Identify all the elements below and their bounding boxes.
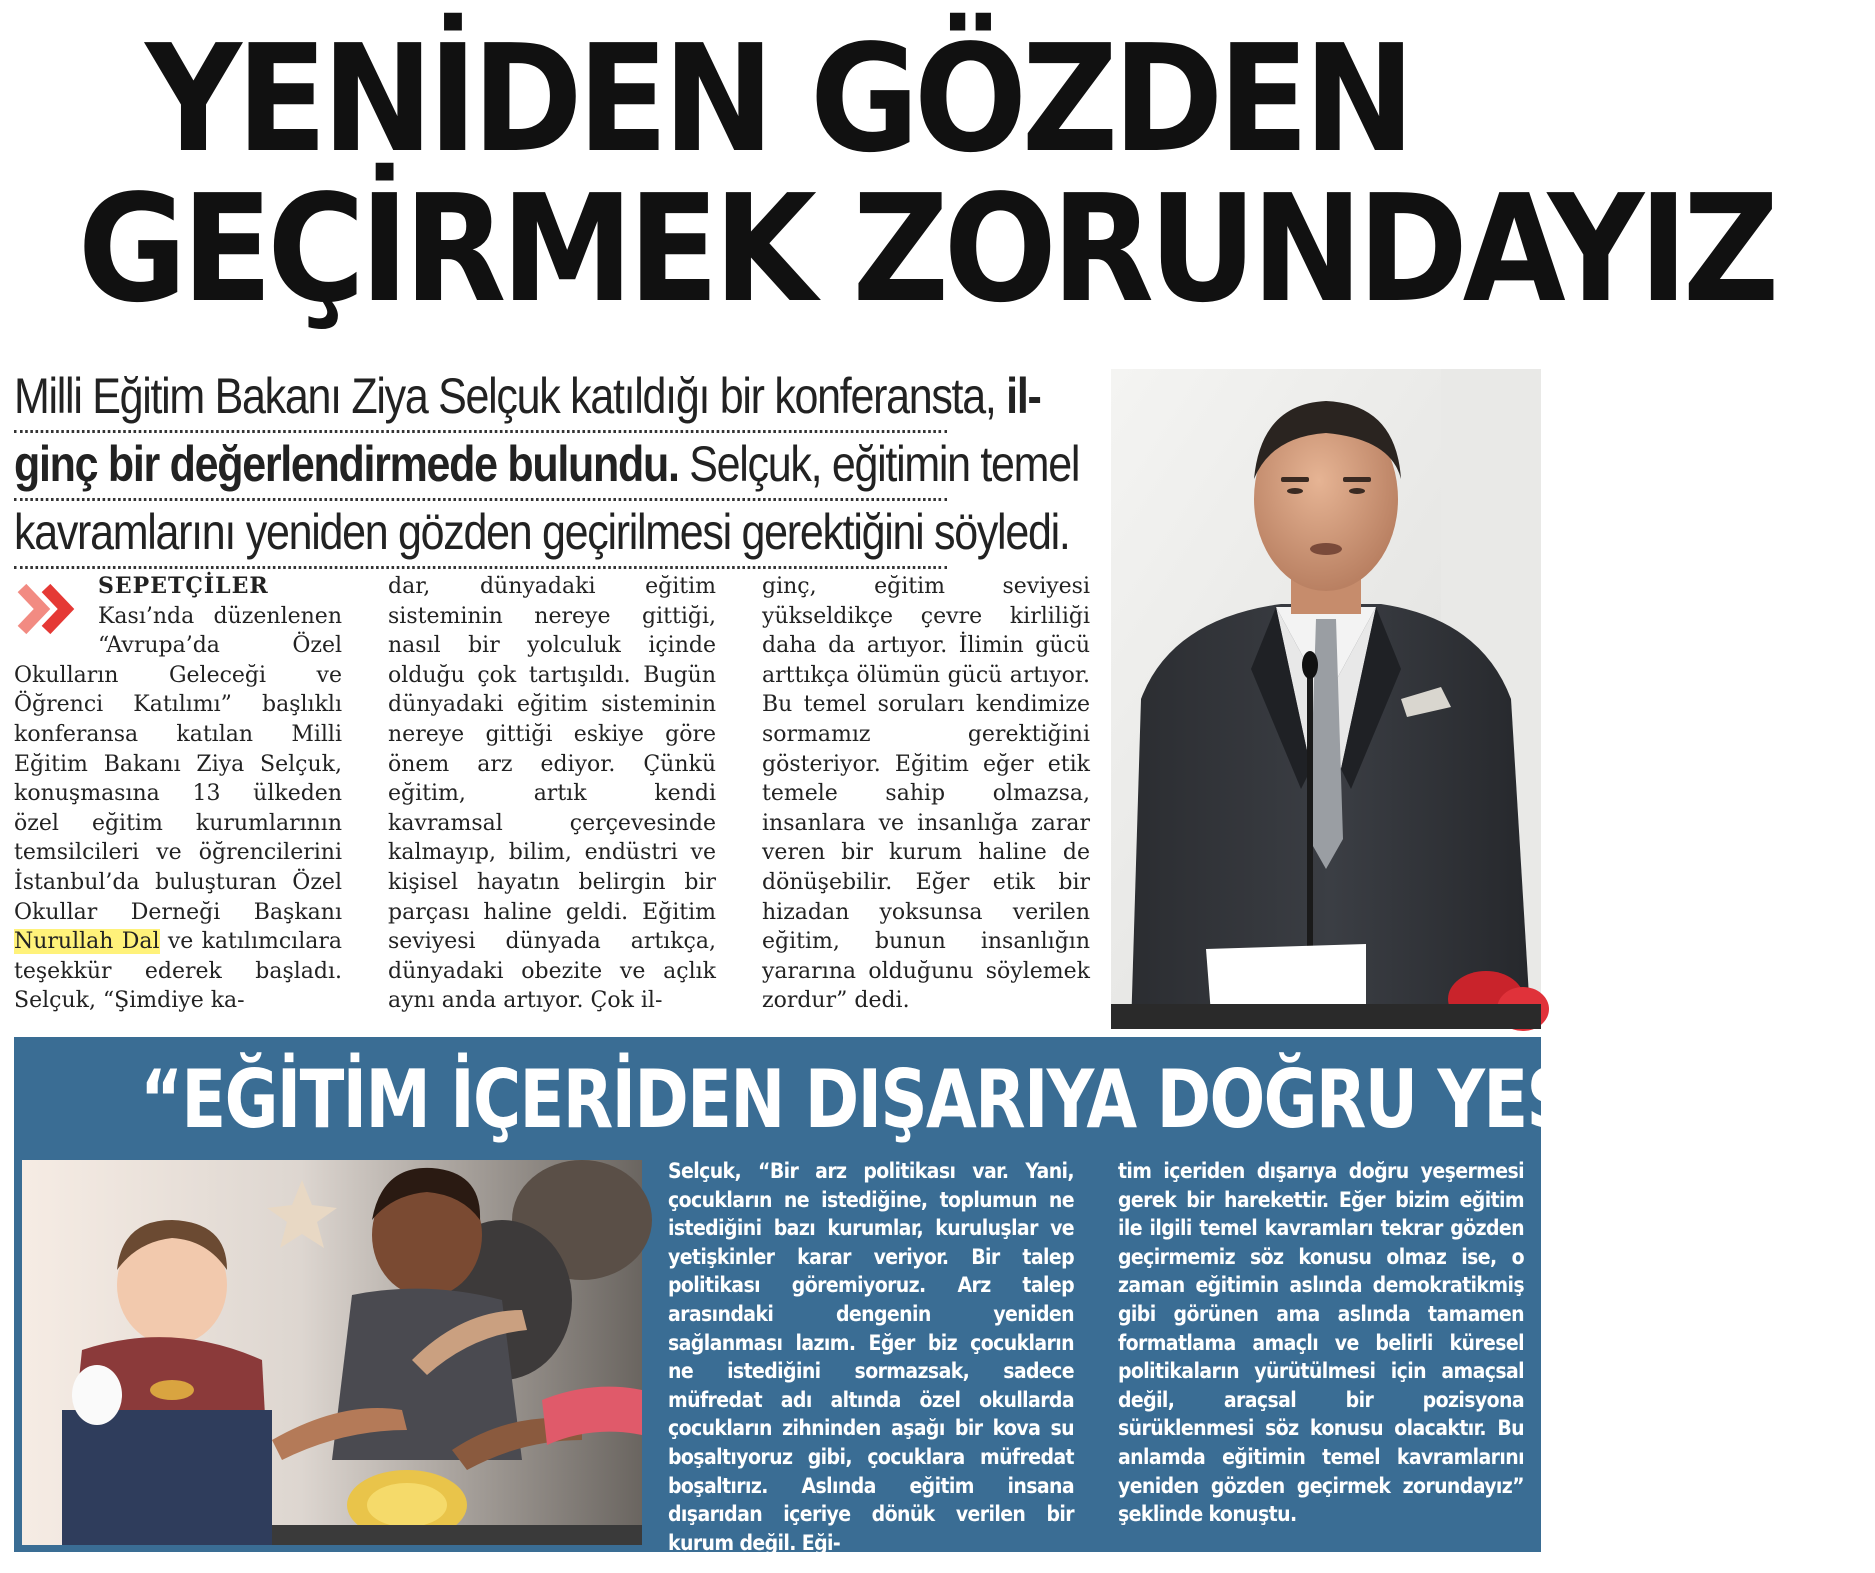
feature-text-2: tim içeriden dışarıya doğru yeşermesi gerek bir harekettir. Eğer bizim eğitim ile ilgili temel kavramları tekrar gözden geçirmemiz söz konusu olmaz ise, o zaman eğitimin aslında demokratikmiş gibi görünen ama aslında tamamen formatlama amaçlı ve belirli küresel politikaların yürütülmesi için amaçsal değil, araçsal bir pozisyona sürüklenmesi söz konusu olacaktır. Bu anlamda eğitimin temel kavramlarını yeniden gözden geçirmek zorundayız” şeklinde konuştu.	[1118, 1159, 1524, 1527]
lead-line-3: kavramlarını yeniden gözden geçirilmesi gerektiğini söyledi.	[14, 501, 947, 569]
article-text-1: SEPETÇİLER Kası’nda düzenlenen “Avrupa’da Özel Okulların Geleceği ve Öğrenci Katılımı” başlıklı konferansa katılan Milli Eğitim Bakanı Ziya Selçuk, konuşmasına 13 ülkeden özel eğitim kurumlarının temsilcileri ve öğrencilerini İstanbul’da buluşturan Özel Okullar Derneği Başkanı Nurullah Dal ve katılımcılara teşekkür ederek başladı. Selçuk, “Şimdiye ka-	[14, 573, 343, 1014]
headline-line-2: GEÇİRMEK ZORUNDAYIZ	[77, 163, 1775, 335]
feature-column-2	[1118, 1157, 1524, 1529]
feature-text-1: Selçuk, “Bir arz politikası var. Yani, çocukların ne istediğine, toplumun ne istediğini bazı kurumlar, kuruluşlar ve yetişkinler karar veriyor. Bir talep politikası göremiyoruz. Arz talep arasındaki dengenin yeniden sağlanması lazım. Eğer biz çocukların ne istediğini sormazsak, sadece müfredat adı altında özel okullarda çocukların zihninden aşağı bir kova su boşaltıyoruz gibi, çocuklara müfredat boşaltırız. Aslında eğitim insana dışarıdan içeriye dönük verilen bir kurum değil. Eği-	[668, 1159, 1074, 1555]
feature-column-1	[668, 1157, 1074, 1557]
headline	[77, 13, 1775, 335]
highlighted-name: Nurullah Dal	[14, 929, 160, 955]
feature-box-title: “EĞİTİM İÇERİDEN DIŞARIYA DOĞRU YEŞERMELİ”	[139, 1053, 1875, 1146]
lead-paragraph	[14, 365, 1099, 569]
article-text-3: ginç, eğitim seviyesi yükseldikçe çevre kirliliği daha da artıyor. İlimin gücü arttıkça ölümün gücü artıyor. Bu temel soruları kendimize sormamız gerektiğini gösteriyor. Eğitim eğer etik temele sahip olmazsa, insanlara ve insanlığa zarar veren bir kurum haline de dönüşebilir. Eğer etik bir hizadan yoksunsa verilen eğitim, bunun insanlığın yararına olduğunu söylemek zordur” dedi.	[762, 574, 1090, 1014]
lead-line-1: Milli Eğitim Bakanı Ziya Selçuk katıldığı bir konferansta, il-	[14, 365, 947, 433]
article-text-2: dar, dünyadaki eğitim sisteminin nereye gittiği, nasıl bir yolculuk içinde olduğu çok tartışıldı. Bugün dünyadaki eğitim sisteminin nereye gittiği eskiye göre önem arz ediyor. Çünkü eğitim, artık kendi kavramsal çerçevesinde kalmayıp, bilim, endüstri ve kişisel hayatın belirgin bir parçası haline geldi. Eğitim seviyesi dünyada artıkça, dünyadaki obezite ve açlık aynı anda artıyor. Çok il-	[388, 574, 716, 1014]
article-column-2	[388, 572, 716, 1016]
article-column-1	[14, 572, 342, 1016]
children-photo	[22, 1160, 642, 1545]
lead-line-2: ginç bir değerlendirmede bulundu. Selçuk, eğitimin temel	[14, 433, 947, 501]
children-reaching-image	[22, 1160, 642, 1545]
double-chevron-icon	[14, 574, 84, 644]
dateline: SEPETÇİLER	[98, 573, 269, 599]
minister-portrait-image	[1111, 369, 1541, 1029]
minister-photo	[1111, 369, 1541, 1029]
headline-line-1: YENİDEN GÖZDEN	[145, 13, 1410, 185]
article-column-3	[762, 572, 1090, 1016]
